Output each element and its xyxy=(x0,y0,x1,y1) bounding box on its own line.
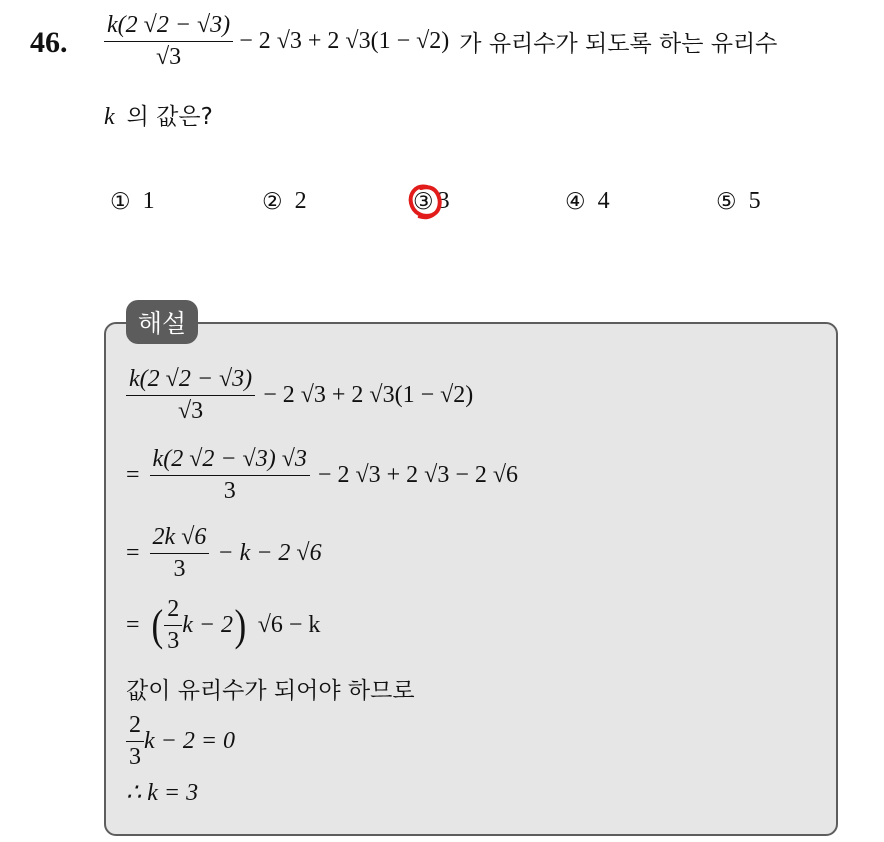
choice-2-mark: ② xyxy=(262,188,283,215)
solution-l7-conclusion: ∴ k = 3 xyxy=(126,780,199,806)
solution-l4-paren-open: ( xyxy=(151,600,163,650)
solution-l1-fraction xyxy=(126,366,255,425)
solution-l2-rest: − 2 √3 + 2 √3 − 2 √6 xyxy=(317,462,519,488)
solution-l4-denominator: 3 xyxy=(164,625,182,655)
solution-l3-fraction xyxy=(150,524,210,583)
solution-l4-paren-close: ) xyxy=(234,600,247,650)
question-line2 xyxy=(104,98,213,131)
solution-l6-numerator: 2 xyxy=(129,712,141,738)
question-text-line2: 의 값은? xyxy=(126,104,213,130)
solution-l1-rest: − 2 √3 + 2 √3(1 − √2) xyxy=(263,382,474,408)
solution-l4-inner: k − 2 xyxy=(182,612,234,638)
choice-3-mark: ③ xyxy=(413,188,434,215)
solution-l4-equals: = xyxy=(126,612,140,638)
solution-line-6 xyxy=(126,712,235,771)
solution-l5-text: 값이 유리수가 되어야 하므로 xyxy=(126,678,415,704)
solution-l6-fraction xyxy=(126,712,144,771)
choice-4-mark: ④ xyxy=(565,188,586,215)
solution-l1-denominator: √3 xyxy=(126,395,255,425)
question-fraction xyxy=(104,12,233,71)
solution-l3-numerator: 2k √6 xyxy=(152,524,207,550)
choice-1-mark: ① xyxy=(110,188,131,215)
choice-1-value: 1 xyxy=(142,188,155,214)
solution-l2-equals: = xyxy=(126,462,140,488)
solution-l2-fraction xyxy=(150,446,310,505)
question-variable: k xyxy=(104,104,115,130)
solution-line-5 xyxy=(126,672,415,705)
choice-5[interactable] xyxy=(716,188,761,215)
question-fraction-numerator: k(2 √2 − √3) xyxy=(107,12,231,38)
solution-l3-denominator: 3 xyxy=(150,553,210,583)
solution-l4-numerator: 2 xyxy=(167,596,180,622)
choice-4[interactable] xyxy=(565,188,610,215)
choice-5-value: 5 xyxy=(748,188,761,214)
question-text-line1: 가 유리수가 되도록 하는 유리수 xyxy=(459,31,778,57)
question-number: 46. xyxy=(30,26,68,59)
choice-3-value: 3 xyxy=(437,188,450,214)
question-fraction-denominator: √3 xyxy=(104,41,233,71)
solution-tag: 해설 xyxy=(126,300,198,344)
question-expression xyxy=(104,12,777,71)
solution-line-3 xyxy=(126,524,322,583)
choice-2-value: 2 xyxy=(294,188,307,214)
answer-circle-mark xyxy=(407,181,443,221)
solution-l4-fraction xyxy=(164,596,182,655)
choice-1[interactable] xyxy=(110,188,155,215)
solution-l6-rest: k − 2 = 0 xyxy=(144,728,236,754)
solution-l2-denominator: 3 xyxy=(150,475,310,505)
solution-line-1 xyxy=(126,366,473,425)
choice-5-mark: ⑤ xyxy=(716,188,737,215)
solution-line-7 xyxy=(126,778,198,807)
solution-l3-equals: = xyxy=(126,540,140,566)
solution-l4-rest: √6 − k xyxy=(257,612,321,638)
solution-l6-denominator: 3 xyxy=(126,741,144,771)
choice-2[interactable] xyxy=(262,188,307,215)
choice-4-value: 4 xyxy=(597,188,610,214)
solution-line-4 xyxy=(126,596,320,655)
question-expression-rest: − 2 √3 + 2 √3(1 − √2) xyxy=(239,28,450,54)
solution-line-2 xyxy=(126,446,518,505)
solution-l3-rest: − k − 2 √6 xyxy=(217,540,322,566)
solution-l2-numerator: k(2 √2 − √3) √3 xyxy=(152,446,307,472)
solution-l1-numerator: k(2 √2 − √3) xyxy=(129,366,253,392)
